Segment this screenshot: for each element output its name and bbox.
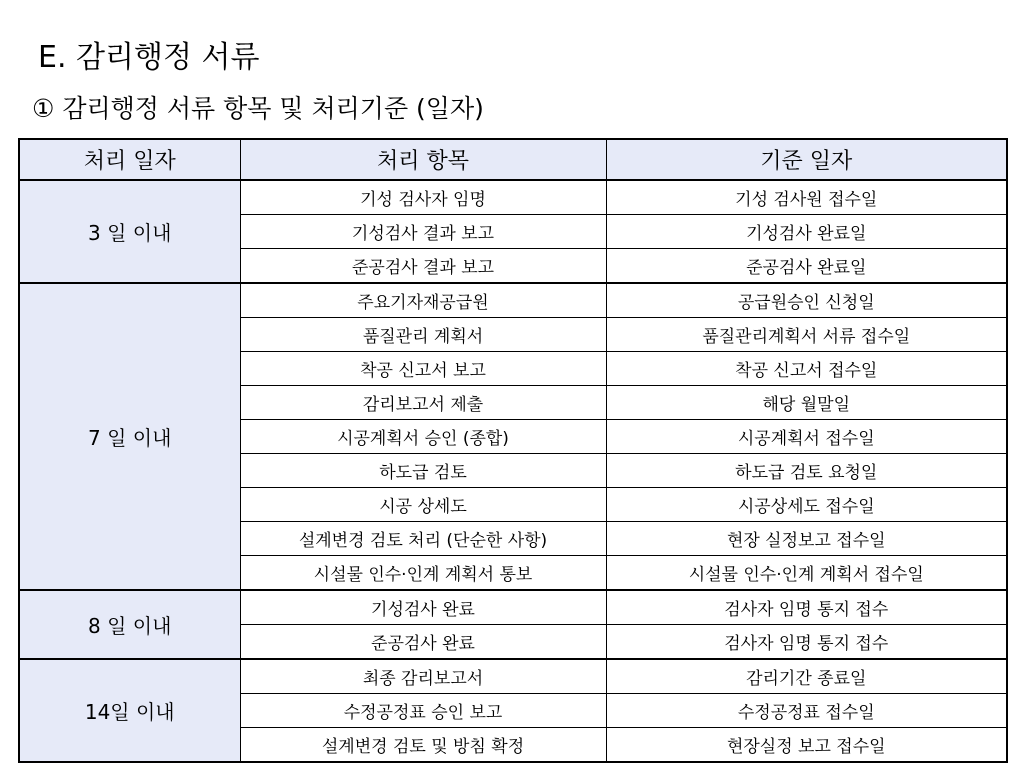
basis-cell: 시설물 인수·인계 계획서 접수일 bbox=[606, 556, 1007, 591]
basis-cell: 시공상세도 접수일 bbox=[606, 488, 1007, 522]
item-cell: 시공 상세도 bbox=[240, 488, 606, 522]
basis-cell: 착공 신고서 접수일 bbox=[606, 352, 1007, 386]
basis-cell: 시공계획서 접수일 bbox=[606, 420, 1007, 454]
table-row bbox=[19, 180, 1007, 215]
item-cell: 착공 신고서 보고 bbox=[240, 352, 606, 386]
table-row bbox=[19, 659, 1007, 694]
basis-cell: 현장 실정보고 접수일 bbox=[606, 522, 1007, 556]
item-cell: 설계변경 검토 및 방침 확정 bbox=[240, 728, 606, 763]
item-cell: 설계변경 검토 처리 (단순한 사항) bbox=[240, 522, 606, 556]
basis-cell: 기성 검사원 접수일 bbox=[606, 180, 1007, 215]
basis-cell: 감리기간 종료일 bbox=[606, 659, 1007, 694]
item-cell: 수정공정표 승인 보고 bbox=[240, 694, 606, 728]
document-processing-table bbox=[18, 138, 1008, 763]
basis-cell: 검사자 임명 통지 접수 bbox=[606, 590, 1007, 625]
item-cell: 하도급 검토 bbox=[240, 454, 606, 488]
item-cell: 감리보고서 제출 bbox=[240, 386, 606, 420]
basis-cell: 공급원승인 신청일 bbox=[606, 283, 1007, 318]
header-basis: 기준 일자 bbox=[606, 139, 1007, 180]
basis-cell: 품질관리계획서 서류 접수일 bbox=[606, 318, 1007, 352]
item-cell: 주요기자재공급원 bbox=[240, 283, 606, 318]
period-cell: 7 일 이내 bbox=[19, 283, 240, 590]
basis-cell: 해당 월말일 bbox=[606, 386, 1007, 420]
item-cell: 최종 감리보고서 bbox=[240, 659, 606, 694]
basis-cell: 수정공정표 접수일 bbox=[606, 694, 1007, 728]
item-cell: 기성검사 완료 bbox=[240, 590, 606, 625]
basis-cell: 기성검사 완료일 bbox=[606, 215, 1007, 249]
item-cell: 준공검사 결과 보고 bbox=[240, 249, 606, 284]
basis-cell: 하도급 검토 요청일 bbox=[606, 454, 1007, 488]
table-row bbox=[19, 283, 1007, 318]
item-cell: 기성 검사자 임명 bbox=[240, 180, 606, 215]
item-cell: 준공검사 완료 bbox=[240, 625, 606, 660]
period-cell: 14일 이내 bbox=[19, 659, 240, 762]
period-cell: 8 일 이내 bbox=[19, 590, 240, 659]
item-cell: 시공계획서 승인 (종합) bbox=[240, 420, 606, 454]
period-cell: 3 일 이내 bbox=[19, 180, 240, 283]
basis-cell: 준공검사 완료일 bbox=[606, 249, 1007, 284]
item-cell: 품질관리 계획서 bbox=[240, 318, 606, 352]
table-row bbox=[19, 590, 1007, 625]
item-cell: 기성검사 결과 보고 bbox=[240, 215, 606, 249]
basis-cell: 검사자 임명 통지 접수 bbox=[606, 625, 1007, 660]
basis-cell: 현장실정 보고 접수일 bbox=[606, 728, 1007, 763]
table-header-row bbox=[19, 139, 1007, 180]
header-item: 처리 항목 bbox=[240, 139, 606, 180]
page-title: E. 감리행정 서류 bbox=[38, 40, 260, 75]
item-cell: 시설물 인수·인계 계획서 통보 bbox=[240, 556, 606, 591]
section-subtitle: ① 감리행정 서류 항목 및 처리기준 (일자) bbox=[32, 94, 484, 123]
header-period: 처리 일자 bbox=[19, 139, 240, 180]
